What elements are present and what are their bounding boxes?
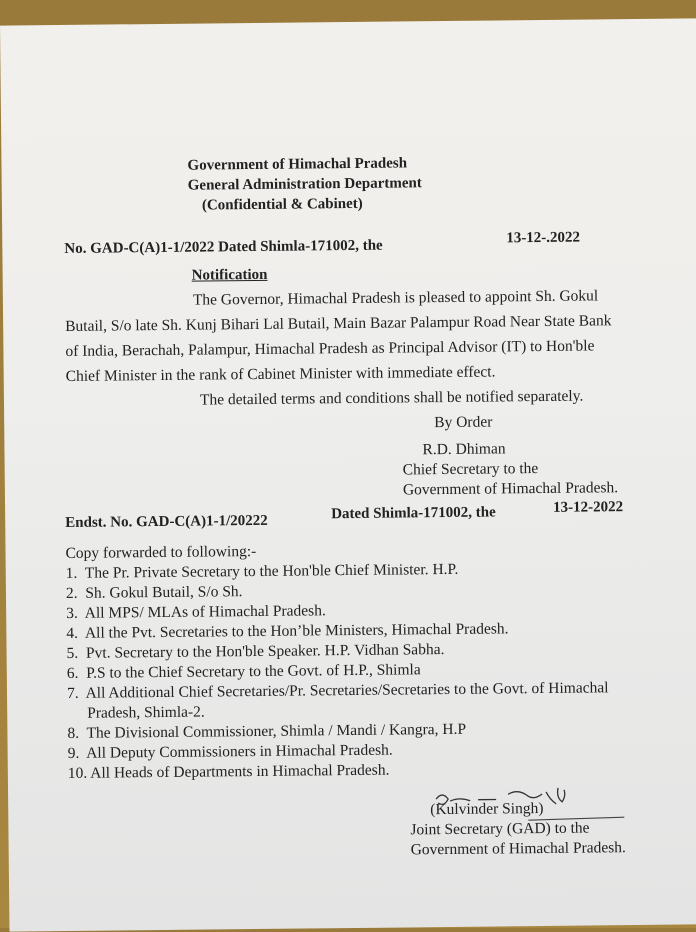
list-item <box>66 561 459 583</box>
signatory-title-2: Government of Himachal Pradesh. <box>410 839 626 859</box>
order-signatory-name: R.D. Dhiman <box>422 440 506 459</box>
header-line-3: (Confidential & Cabinet) <box>201 195 363 214</box>
notification-para-line-3: of India, Berachah, Palampur, Himachal Pradesh as Principal Advisor (IT) to Hon'ble <box>65 337 595 360</box>
list-item-number: 3. <box>66 604 78 622</box>
list-item-number: 6. <box>66 664 79 682</box>
list-item-number: 4. <box>66 624 79 642</box>
notification-title: Notification <box>191 266 268 284</box>
list-item <box>67 661 421 683</box>
list-item <box>68 742 393 763</box>
signatory-name: (Kulvinder Singh) <box>430 799 544 819</box>
notification-para-2: The detailed terms and conditions shall be notified separately. <box>199 387 584 409</box>
list-item-text: All Deputy Commissioners in Himachal Pradesh. <box>86 741 393 762</box>
notification-para-line-2: Butail, S/o late Sh. Kunj Bihari Lal Butail, Main Bazar Palampur Road Near State Bank <box>65 312 612 335</box>
header-line-2: General Administration Department <box>187 175 422 194</box>
list-item <box>67 641 445 663</box>
notification-para-line-4: Chief Minister in the rank of Cabinet Minister with immediate effect. <box>65 363 496 385</box>
list-item-text: The Pr. Private Secretary to the Hon'ble Chief Minister. H.P. <box>84 560 459 582</box>
list-item-number: 7. <box>66 684 79 702</box>
list-item <box>66 583 243 603</box>
list-item-number: 10. <box>67 764 88 782</box>
signatory-title-1: Joint Secretary (GAD) to the <box>410 819 590 839</box>
document-page <box>0 18 696 931</box>
list-item-text: Pvt. Secretary to the Hon'ble Speaker. H.P. Vidhan Sabha. <box>85 641 445 662</box>
notification-para-line-1: The Governor, Himachal Pradesh is pleased to appoint Sh. Gokul <box>192 287 599 309</box>
list-item <box>66 620 508 643</box>
endorsement-dated: Dated Shimla-171002, the <box>331 504 496 523</box>
list-item-number: 9. <box>67 744 80 762</box>
list-item-text: All MPS/ MLAs of Himachal Pradesh. <box>84 602 326 622</box>
list-item <box>67 721 466 743</box>
endorsement-number: Endst. No. GAD-C(A)1-1/20222 <box>65 512 268 531</box>
reference-number: No. GAD-C(A)1-1/2022 Dated Shimla-171002, the <box>64 237 383 257</box>
list-item <box>67 679 609 703</box>
list-item-text: All Additional Chief Secretaries/Pr. Secretaries/Secretaries to the Govt. of Himachal <box>85 679 609 702</box>
list-item-text: The Divisional Commissioner, Shimla / Mandi / Kangra, H.P <box>86 720 467 742</box>
list-item-number: 2. <box>65 584 78 602</box>
list-item <box>66 602 326 623</box>
list-item-text: Sh. Gokul Butail, S/o Sh. <box>85 583 243 602</box>
reference-date: 13-12-.2022 <box>506 229 581 247</box>
by-order: By Order <box>434 413 493 432</box>
list-item-number: 1. <box>65 564 78 582</box>
copy-intro: Copy forwarded to following:- <box>65 542 257 562</box>
endorsement-date: 13-12-2022 <box>553 499 624 516</box>
list-item-number: 5. <box>66 644 79 662</box>
list-item-text: All the Pvt. Secretaries to the Hon’ble Ministers, Himachal Pradesh. <box>84 620 509 642</box>
list-item <box>68 762 390 783</box>
list-item-continuation: Pradesh, Shimla-2. <box>87 703 205 722</box>
order-signatory-title-2: Government of Himachal Pradesh. <box>402 479 619 499</box>
list-item-number: 8. <box>67 724 80 742</box>
list-item-text: P.S to the Chief Secretary to the Govt. of H.P., Shimla <box>86 661 421 682</box>
order-signatory-title-1: Chief Secretary to the <box>402 460 539 479</box>
header-line-1: Government of Himachal Pradesh <box>187 155 408 174</box>
list-item-text: All Heads of Departments in Himachal Pradesh. <box>90 761 390 782</box>
